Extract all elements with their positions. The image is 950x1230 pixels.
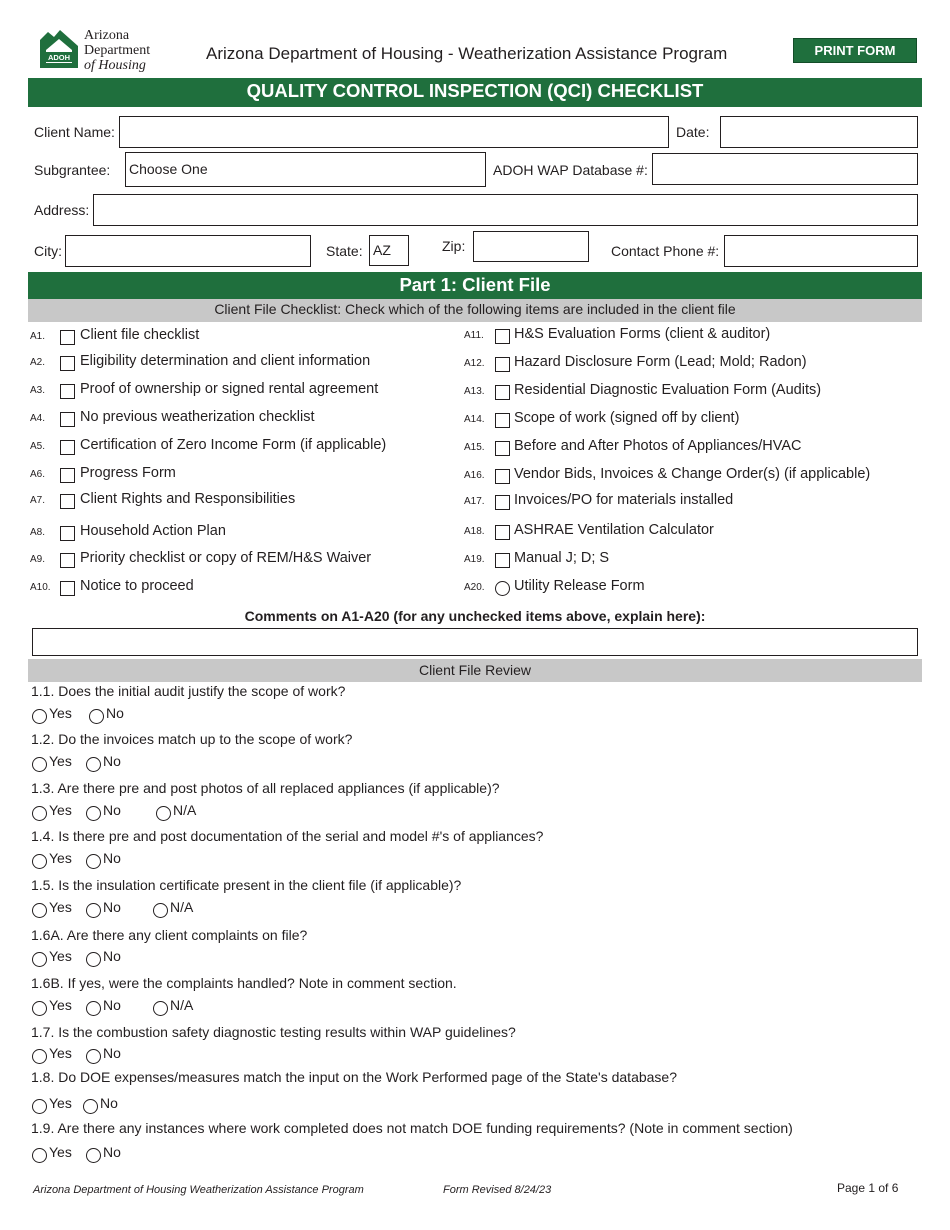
contact-phone-label: Contact Phone #:: [611, 243, 720, 259]
client-name-field[interactable]: [119, 116, 669, 148]
option-label: N/A: [170, 997, 194, 1013]
option-label: Yes: [49, 802, 72, 818]
option-label: Yes: [49, 948, 72, 964]
option-label: No: [103, 1045, 121, 1061]
adoh-logo: [38, 28, 168, 76]
item-code: A13.: [464, 386, 485, 397]
database-field[interactable]: [652, 153, 918, 185]
radio-no-q4[interactable]: [86, 854, 101, 869]
question-text: 1.2. Do the invoices match up to the scope of work?: [31, 731, 353, 747]
item-label: Client file checklist: [80, 327, 200, 343]
radio-no-q2[interactable]: [86, 757, 101, 772]
radio-no-q10[interactable]: [86, 1148, 101, 1163]
checkbox-a5[interactable]: [60, 440, 75, 455]
item-code: A12.: [464, 358, 485, 369]
contact-phone-field[interactable]: [724, 235, 918, 267]
radio-yes-q6[interactable]: [32, 952, 47, 967]
item-code: A15.: [464, 442, 485, 453]
option-label: Yes: [49, 997, 72, 1013]
item-code: A8.: [30, 527, 46, 538]
comments-field[interactable]: [32, 628, 918, 656]
radio-no-q3[interactable]: [86, 806, 101, 821]
checkbox-a9[interactable]: [60, 553, 75, 568]
option-label: Yes: [49, 1144, 72, 1160]
item-label: Proof of ownership or signed rental agreement: [80, 381, 379, 397]
checkbox-a13[interactable]: [495, 385, 510, 400]
radio-no-q6[interactable]: [86, 952, 101, 967]
checkbox-a1[interactable]: [60, 330, 75, 345]
checkbox-a4[interactable]: [60, 412, 75, 427]
item-label: Certification of Zero Income Form (if applicable): [80, 437, 387, 453]
option-label: No: [103, 899, 121, 915]
item-label: Client Rights and Responsibilities: [80, 491, 296, 507]
item-label: Scope of work (signed off by client): [514, 410, 740, 426]
option-label: No: [103, 802, 121, 818]
question-text: 1.6A. Are there any client complaints on file?: [31, 927, 308, 943]
logo-line-3: of Housing: [84, 58, 146, 73]
option-label: Yes: [49, 850, 72, 866]
database-label: ADOH WAP Database #:: [493, 162, 648, 178]
subgrantee-dropdown[interactable]: Choose One: [125, 152, 486, 187]
option-label: No: [103, 1144, 121, 1160]
checkbox-a12[interactable]: [495, 357, 510, 372]
item-code: A11.: [464, 330, 484, 341]
city-label: City:: [34, 243, 62, 259]
radio-na-q7[interactable]: [153, 1001, 168, 1016]
item-code: A5.: [30, 441, 46, 452]
item-code: A19.: [464, 554, 485, 565]
radio-yes-q9[interactable]: [32, 1099, 47, 1114]
item-label: ASHRAE Ventilation Calculator: [514, 522, 714, 538]
item-code: A1.: [30, 331, 46, 342]
item-label: Invoices/PO for materials installed: [514, 492, 734, 508]
item-code: A7.: [30, 495, 46, 506]
logo-badge-text: ADOH: [47, 53, 71, 62]
print-form-button[interactable]: PRINT FORM: [793, 38, 917, 63]
item-code: A20.: [464, 582, 485, 593]
option-label: No: [100, 1095, 118, 1111]
question-text: 1.3. Are there pre and post photos of all replaced appliances (if applicable)?: [31, 780, 500, 796]
radio-yes-q1[interactable]: [32, 709, 47, 724]
client-file-review-title: Client File Review: [28, 659, 922, 682]
item-label: Manual J; D; S: [514, 550, 610, 566]
checkbox-a17[interactable]: [495, 495, 510, 510]
item-label: Utility Release Form: [514, 578, 645, 594]
radio-yes-q10[interactable]: [32, 1148, 47, 1163]
radio-no-q8[interactable]: [86, 1049, 101, 1064]
option-label: Yes: [49, 899, 72, 915]
option-label: Yes: [49, 753, 72, 769]
option-label: No: [103, 850, 121, 866]
date-field[interactable]: [720, 116, 918, 148]
checkbox-a7[interactable]: [60, 494, 75, 509]
checkbox-a18[interactable]: [495, 525, 510, 540]
checkbox-a11[interactable]: [495, 329, 510, 344]
item-label: Before and After Photos of Appliances/HVAC: [514, 438, 802, 454]
item-code: A18.: [464, 526, 485, 537]
radio-na-q5[interactable]: [153, 903, 168, 918]
checkbox-a15[interactable]: [495, 441, 510, 456]
item-label: Hazard Disclosure Form (Lead; Mold; Radon): [514, 354, 807, 370]
option-label: Yes: [49, 705, 72, 721]
item-code: A2.: [30, 357, 46, 368]
option-label: No: [103, 948, 121, 964]
radio-yes-q2[interactable]: [32, 757, 47, 772]
item-label: Residential Diagnostic Evaluation Form (Audits): [514, 382, 822, 398]
radio-no-q7[interactable]: [86, 1001, 101, 1016]
item-code: A3.: [30, 385, 46, 396]
subgrantee-label: Subgrantee:: [34, 162, 111, 178]
option-label: Yes: [49, 1045, 72, 1061]
question-text: 1.1. Does the initial audit justify the scope of work?: [31, 683, 346, 699]
zip-field[interactable]: [473, 231, 589, 262]
item-label: No previous weatherization checklist: [80, 409, 315, 425]
option-label: N/A: [170, 899, 194, 915]
item-code: A14.: [464, 414, 485, 425]
comments-label: Comments on A1-A20 (for any unchecked items above, explain here):: [244, 608, 706, 624]
radio-yes-q4[interactable]: [32, 854, 47, 869]
checkbox-a2[interactable]: [60, 356, 75, 371]
item-label: Priority checklist or copy of REM/H&S Waiver: [80, 550, 372, 566]
footer-program: Arizona Department of Housing Weatherization Assistance Program: [33, 1184, 364, 1196]
radio-yes-q7[interactable]: [32, 1001, 47, 1016]
program-title: Arizona Department of Housing - Weatherization Assistance Program: [206, 44, 728, 63]
part1-title: Part 1: Client File: [28, 272, 922, 299]
client-name-label: Client Name:: [34, 124, 115, 140]
item-label: Vendor Bids, Invoices & Change Order(s) (if applicable): [514, 466, 871, 482]
option-label: No: [103, 997, 121, 1013]
option-label: No: [103, 753, 121, 769]
radio-yes-q3[interactable]: [32, 806, 47, 821]
radio-no-q5[interactable]: [86, 903, 101, 918]
checkbox-a8[interactable]: [60, 526, 75, 541]
state-label: State:: [326, 243, 363, 259]
checkbox-a10[interactable]: [60, 581, 75, 596]
item-label: H&S Evaluation Forms (client & auditor): [514, 326, 771, 342]
page-number: Page 1 of 6: [837, 1181, 899, 1195]
form-title: QUALITY CONTROL INSPECTION (QCI) CHECKLIST: [28, 78, 922, 107]
question-text: 1.7. Is the combustion safety diagnostic testing results within WAP guidelines?: [31, 1024, 516, 1040]
option-label: No: [106, 705, 124, 721]
item-code: A4.: [30, 413, 46, 424]
checkbox-a3[interactable]: [60, 384, 75, 399]
state-field[interactable]: AZ: [369, 235, 409, 266]
city-field[interactable]: [65, 235, 311, 267]
address-label: Address:: [34, 202, 90, 218]
date-label: Date:: [676, 124, 710, 140]
logo-text: [84, 28, 150, 73]
radio-no-q1[interactable]: [89, 709, 104, 724]
item-code: A10.: [30, 582, 51, 593]
logo-line-2: Department: [84, 43, 151, 58]
question-text: 1.4. Is there pre and post documentation of the serial and model #'s of appliances?: [31, 828, 544, 844]
checkbox-a6[interactable]: [60, 468, 75, 483]
item-code: A16.: [464, 470, 485, 481]
checkbox-a19[interactable]: [495, 553, 510, 568]
radio-no-q9[interactable]: [83, 1099, 98, 1114]
question-text: 1.5. Is the insulation certificate present in the client file (if applicable)?: [31, 877, 462, 893]
checkbox-a16[interactable]: [495, 469, 510, 484]
option-label: N/A: [173, 802, 197, 818]
item-label: Progress Form: [80, 465, 176, 481]
item-label: Household Action Plan: [80, 523, 226, 539]
footer-revision: Form Revised 8/24/23: [443, 1184, 552, 1196]
part1-subtitle: Client File Checklist: Check which of the following items are included in the client file: [28, 299, 922, 322]
radio-yes-q8[interactable]: [32, 1049, 47, 1064]
option-label: Yes: [49, 1095, 72, 1111]
radio-yes-q5[interactable]: [32, 903, 47, 918]
item-label: Notice to proceed: [80, 578, 194, 594]
item-code: A9.: [30, 554, 46, 565]
item-label: Eligibility determination and client information: [80, 353, 371, 369]
radio-a20[interactable]: [495, 581, 510, 596]
logo-line-1: Arizona: [84, 28, 130, 43]
item-code: A17.: [464, 496, 485, 507]
question-text: 1.9. Are there any instances where work completed does not match DOE funding requirements? (Note in comment section): [31, 1120, 793, 1136]
radio-na-q3[interactable]: [156, 806, 171, 821]
checkbox-a14[interactable]: [495, 413, 510, 428]
zip-label: Zip:: [442, 238, 466, 254]
question-text: 1.8. Do DOE expenses/measures match the input on the Work Performed page of the State's database?: [31, 1069, 678, 1085]
address-field[interactable]: [93, 194, 918, 226]
item-code: A6.: [30, 469, 46, 480]
question-text: 1.6B. If yes, were the complaints handled? Note in comment section.: [31, 975, 457, 991]
house-logo-icon: [38, 28, 80, 70]
